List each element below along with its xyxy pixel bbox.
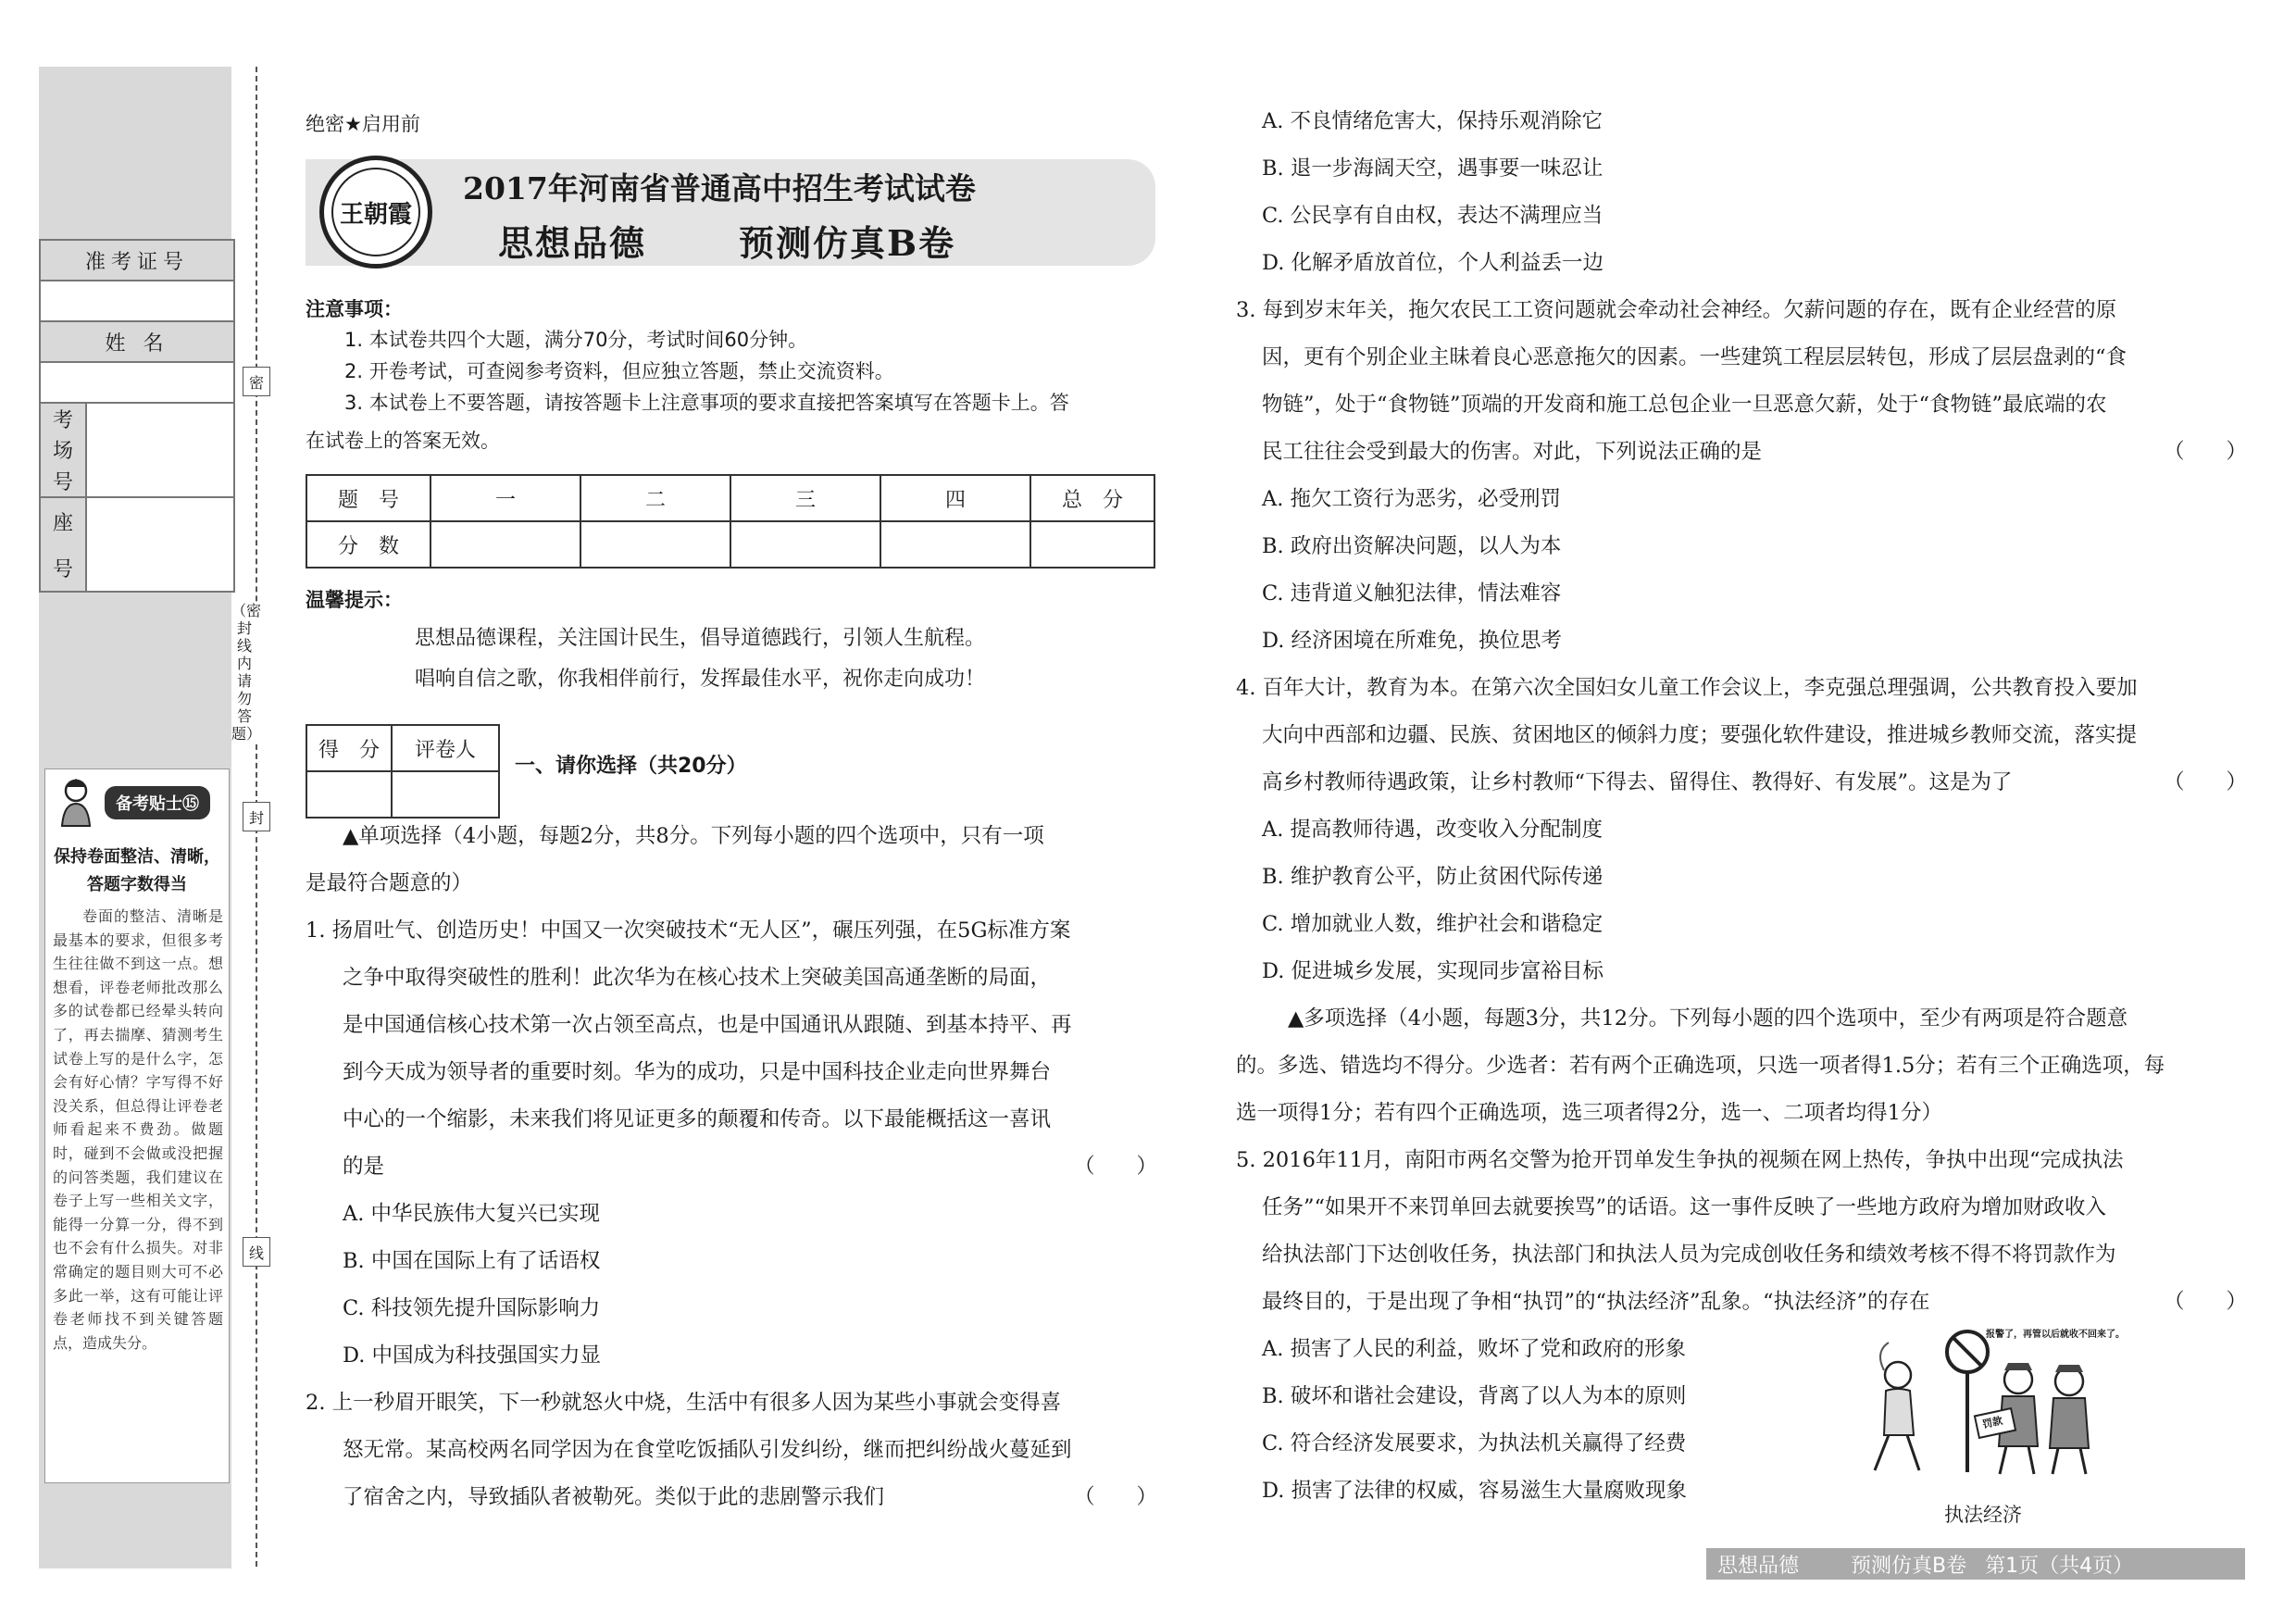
grader-box <box>306 724 500 818</box>
question-line: 怒无常。某高校两名同学因为在食堂吃饭插队引发纠纷，继而把纠纷战火蔓延到 <box>343 1438 1072 1462</box>
score-header-cell: 四 <box>880 475 1030 521</box>
logo-text: 王朝霞 <box>331 168 420 256</box>
seat-row <box>41 498 233 591</box>
score-header-cell: 题 号 <box>306 475 430 521</box>
exam-title: 2017年河南省普通高中招生考试试卷 <box>463 170 976 206</box>
question-2 <box>306 1380 1157 1521</box>
grader-name-field[interactable] <box>392 771 499 818</box>
score-table-row <box>306 521 1154 568</box>
notice-items <box>344 324 1069 419</box>
notice-item: 2. 开卷考试，可查阅参考资料，但应独立答题，禁止交流资料。 <box>344 360 894 382</box>
exam-tip-box <box>44 769 230 1483</box>
tip-header <box>45 769 229 836</box>
question-line: 高乡村教师待遇政策，让乡村教师“下得去、留得住、教得好、有发展”。这是为了 （ ） <box>1236 759 2247 806</box>
question-line: 到今天成为领导者的重要时刻。华为的成功，只是中国科技企业走向世界舞台 <box>343 1060 1052 1084</box>
seat-field[interactable] <box>87 498 233 591</box>
question-line: 2. 上一秒眉开眼笑，下一秒就怒火中烧，生活中有很多人因为某些小事就会变得喜 <box>306 1391 1062 1415</box>
score-header-cell: 三 <box>730 475 880 521</box>
secret-mark: 绝密★启用前 <box>306 113 420 135</box>
tip-title: 保持卷面整洁、清晰， 答题字数得当 <box>54 847 220 894</box>
question-line: 大向中西部和边疆、民族、贫困地区的倾斜力度；要强化软件建设，推进城乡教师交流，落实提 <box>1262 723 2138 747</box>
reminder-line: 唱响自信之歌，你我相伴前行，发挥最佳水平，祝你走向成功！ <box>415 668 986 691</box>
cartoon-speech: 报警了，再管以后就收不回来了。 <box>1986 1330 2125 1340</box>
intro-line: 选一项得1分；若有四个正确选项，选三项者得2分，选一、二项者均得1分） <box>1236 1101 1942 1125</box>
question-3 <box>1236 287 2247 665</box>
option-a: A. 中华民族伟大复兴已实现 <box>343 1202 601 1226</box>
option-c: C. 科技领先提升国际影响力 <box>343 1296 601 1320</box>
question-line: 任务”“如果开不来罚单回去就要挨骂”的话语。这一事件反映了一些地方政府为增加财政收入 <box>1262 1195 2107 1219</box>
question-line: 因，更有个别企业主昧着良心恶意拖欠的因素。一些建筑工程层层转包，形成了层层盘剥的“食 <box>1262 345 2128 369</box>
reminder-line: 思想品德课程，关注国计民生，倡导道德践行，引领人生航程。 <box>415 627 986 650</box>
option-d: D. 经济困境在所难免，换位思考 <box>1262 629 1563 653</box>
question-1 <box>306 907 1157 1380</box>
option-c: C. 违背道义触犯法律，情法难容 <box>1262 581 1562 606</box>
score-header-cell: 总 分 <box>1030 475 1154 521</box>
option-b: B. 中国在国际上有了话语权 <box>343 1249 601 1273</box>
question-line: 给执法部门下达创收任务，执法部门和执法人员为完成创收任务和绩效考核不得不将罚款作为 <box>1262 1243 2116 1267</box>
publisher-logo <box>319 156 432 269</box>
grader-score-field[interactable] <box>306 771 392 818</box>
notice-item: 3. 本试卷上不要答题，请按答题卡上注意事项的要求直接把答案填写在答题卡上。答 <box>344 392 1069 414</box>
question-line: 5. 2016年11月，南阳市两名交警为抢开罚单发生争执的视频在网上热传，争执中出现“完成执法 <box>1236 1148 2124 1172</box>
question-line: 4. 百年大计，教育为本。在第六次全国妇女儿童工作会议上，李克强总理强调，公共教育投入要加 <box>1236 676 2138 700</box>
admission-number-field[interactable] <box>41 281 233 322</box>
candidate-info-box <box>39 239 235 593</box>
variant-title: 预测仿真B卷 <box>739 222 956 264</box>
grader-label: 得 分 <box>306 725 392 771</box>
tip-badge: 备考贴士⑮ <box>105 786 210 819</box>
tip-body: 卷面的整洁、清晰是最基本的要求，但很多考生往往做不到这一点。想想看，评卷老师批改那么多的试卷都已经晕头转向了，再去揣摩、猜测考生试卷上写的是什么字，怎会有好心情？字写得不好没关系，但总得让评卷老师看起来不费劲。做题时，碰到不会做或没把握的问答类题，我们建议在卷子上写一些相关文字，能得一分算一分，得不到也不会有什么损失。对非常确定的题目则大可不必多此一举，这有可能让评卷老师找不到关键答题点，造成失分。 <box>53 907 223 1352</box>
exam-room-label: 考 场 号 <box>41 404 87 496</box>
answer-bracket: （ ） <box>2163 1290 2247 1314</box>
option-d: D. 促进城乡发展，实现同步富裕目标 <box>1262 959 1604 983</box>
question-line: 最终目的，于是出现了争相“执罚”的“执法经济”乱象。“执法经济”的存在 （ ） <box>1236 1279 2247 1326</box>
multi-choice-intro <box>1236 995 2247 1137</box>
option-c: C. 符合经济发展要求，为执法机关赢得了经费 <box>1262 1431 1687 1456</box>
question-line: 物链”，处于“食物链”顶端的开发商和施工总包企业一旦恶意欠薪，处于“食物链”最底端的农 <box>1262 393 2107 417</box>
option-a: A. 提高教师待遇，改变收入分配制度 <box>1262 818 1603 842</box>
score-cell[interactable] <box>880 521 1030 568</box>
footer-subject: 思想品德 <box>1717 1554 1800 1578</box>
right-column-body <box>1236 98 2247 1515</box>
cartoon-caption: 执法经济 <box>1944 1504 2022 1526</box>
answer-bracket: （ ） <box>2163 770 2247 794</box>
option-a: A. 不良情绪危害大，保持乐观消除它 <box>1262 109 1603 133</box>
score-cell[interactable] <box>430 521 580 568</box>
answer-bracket: （ ） <box>1073 1155 1157 1179</box>
answer-bracket: （ ） <box>2163 440 2247 464</box>
option-a: A. 损害了人民的利益，败坏了党和政府的形象 <box>1262 1337 1687 1361</box>
question-line: 中心的一个缩影，未来我们将见证更多的颠覆和传奇。以下最能概括这一喜讯 <box>343 1107 1052 1131</box>
left-column-body <box>306 813 1157 1521</box>
score-header-cell: 二 <box>580 475 730 521</box>
score-cell[interactable] <box>730 521 880 568</box>
score-table-header-row <box>306 475 1154 521</box>
section1-title: 一、请你选择（共20分） <box>515 755 747 778</box>
option-b: B. 退一步海阔天空，遇事要一味忍让 <box>1262 156 1603 181</box>
score-cell[interactable] <box>580 521 730 568</box>
notice-item: 1. 本试卷共四个大题，满分70分，考试时间60分钟。 <box>344 329 808 351</box>
option-d: D. 化解矛盾放首位，个人利益丢一边 <box>1262 251 1604 275</box>
exam-room-field[interactable] <box>87 404 233 496</box>
option-c: C. 公民享有自由权，表达不满理应当 <box>1262 204 1603 228</box>
option-d: D. 中国成为科技强国实力显 <box>343 1343 602 1368</box>
seal-char-xian: 线 <box>243 1237 270 1267</box>
name-field[interactable] <box>41 363 233 404</box>
footer-page: 第1页（共4页） <box>1985 1554 2134 1578</box>
notice-item-cont: 在试卷上的答案无效。 <box>306 430 500 452</box>
question-line: 1. 扬眉吐气、创造历史！中国又一次突破技术“无人区”，碾压列强，在5G标准方案 <box>306 918 1071 943</box>
seat-label: 座 号 <box>41 498 87 591</box>
intro-line: 的。多选、错选均不得分。少选者：若有两个正确选项，只选一项者得1.5分；若有三个正确选项，每 <box>1236 1054 2165 1078</box>
question-line: 之争中取得突破性的胜利！此次华为在核心技术上突破美国高通垄断的局面， <box>343 966 1052 990</box>
reminder-heading: 温馨提示： <box>306 589 403 611</box>
single-choice-intro: ▲单项选择（4小题，每题2分，共8分。下列每小题的四个选项中，只有一项 <box>343 824 1044 848</box>
notice-heading: 注意事项： <box>306 298 403 320</box>
question-line: 的是 （ ） <box>306 1143 1157 1191</box>
question-line: 3. 每到岁末年关，拖欠农民工工资问题就会牵动社会神经。欠薪问题的存在，既有企业经营的原 <box>1236 298 2117 322</box>
score-header-cell: 一 <box>430 475 580 521</box>
footer-variant: 预测仿真B卷 <box>1851 1554 1967 1578</box>
reminder-text <box>415 619 985 700</box>
student-icon <box>53 776 99 830</box>
admission-number-label: 准考证号 <box>41 241 233 281</box>
score-table <box>306 474 1155 569</box>
name-label: 姓 名 <box>41 322 233 363</box>
score-label-cell: 分 数 <box>306 521 430 568</box>
single-choice-intro-cont: 是最符合题意的） <box>306 871 473 895</box>
seal-char-mi: 密 <box>243 367 270 396</box>
option-a: A. 拖欠工资行为恶劣，必受刑罚 <box>1262 487 1562 511</box>
question-line: 了宿舍之内，导致插队者被勒死。类似于此的悲剧警示我们 （ ） <box>306 1474 1157 1521</box>
score-cell[interactable] <box>1030 521 1154 568</box>
intro-line: ▲多项选择（4小题，每题3分，共12分。下列每小题的四个选项中，至少有两项是符合题意 <box>1288 1006 2128 1031</box>
question-4 <box>1236 665 2247 995</box>
subject-title: 思想品德 <box>498 222 647 264</box>
grader-label: 评卷人 <box>392 725 499 771</box>
option-d: D. 损害了法律的权威，容易滋生大量腐败现象 <box>1262 1479 1688 1503</box>
option-b: B. 维护教育公平，防止贫困代际传递 <box>1262 865 1603 889</box>
seal-note: （密封线内请勿答题） <box>231 602 262 743</box>
question-line: 是中国通信核心技术第一次占领至高点，也是中国通讯从跟随、到基本持平、再 <box>343 1013 1072 1037</box>
page-footer <box>1706 1548 2245 1580</box>
cartoon-sign-label: 罚款 <box>1980 1414 2004 1431</box>
option-b: B. 破坏和谐社会建设，背离了以人为本的原则 <box>1262 1384 1687 1408</box>
law-enforcement-cartoon <box>1847 1324 2134 1481</box>
cartoon-illustration <box>1847 1324 2134 1481</box>
question-2-options <box>1236 98 2247 287</box>
answer-bracket: （ ） <box>1073 1485 1157 1509</box>
question-line: 民工往往会受到最大的伤害。对此，下列说法正确的是 （ ） <box>1236 429 2247 476</box>
exam-room-row <box>41 404 233 498</box>
option-c: C. 增加就业人数，维护社会和谐稳定 <box>1262 912 1603 936</box>
option-b: B. 政府出资解决问题，以人为本 <box>1262 534 1562 558</box>
seal-char-feng: 封 <box>243 802 270 831</box>
